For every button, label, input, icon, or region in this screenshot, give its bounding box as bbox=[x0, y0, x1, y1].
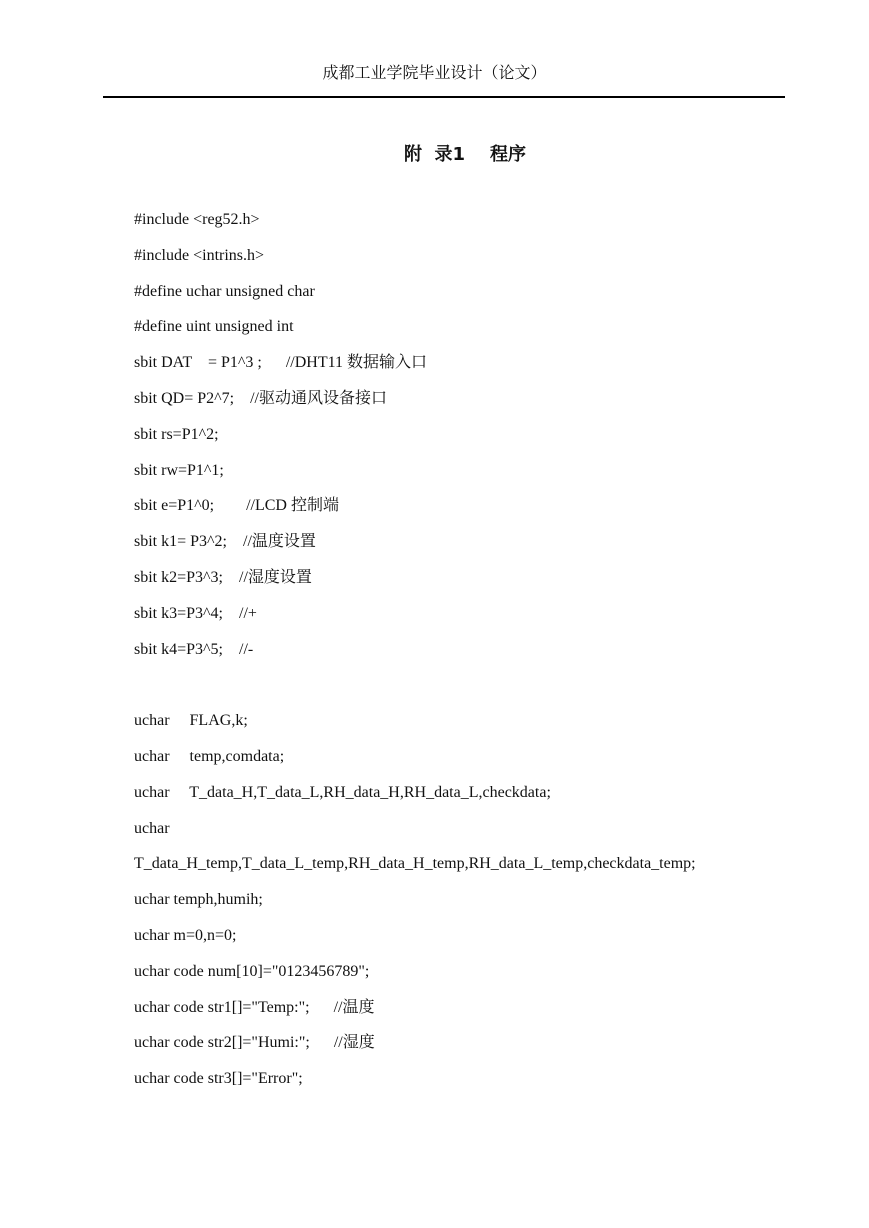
code-line: #define uint unsigned int bbox=[134, 318, 294, 336]
code-line: sbit k4=P3^5; //- bbox=[134, 640, 254, 658]
code-line: sbit k1= P3^2; //温度设置 bbox=[134, 533, 316, 551]
header-divider bbox=[103, 96, 785, 98]
code-listing bbox=[134, 202, 696, 1097]
code-line: sbit DAT = P1^3 ; //DHT11 数据输入口 bbox=[134, 354, 427, 372]
code-line: #define uchar unsigned char bbox=[134, 282, 315, 300]
appendix-title: 附 录1 程序 bbox=[403, 144, 527, 165]
code-line: uchar temp,comdata; bbox=[134, 747, 285, 765]
code-line: uchar code str3[]="Error"; bbox=[134, 1070, 303, 1088]
code-line: uchar code num[10]="0123456789"; bbox=[134, 962, 370, 980]
code-line: T_data_H_temp,T_data_L_temp,RH_data_H_temp,RH_data_L_temp,checkdata_temp; bbox=[134, 855, 696, 873]
code-line: uchar T_data_H,T_data_L,RH_data_H,RH_data_L,checkdata; bbox=[134, 783, 551, 801]
page-header: 成都工业学院毕业设计（论文） bbox=[322, 63, 547, 82]
code-line: uchar bbox=[134, 819, 170, 837]
code-line: uchar m=0,n=0; bbox=[134, 926, 237, 944]
code-line: sbit rw=P1^1; bbox=[134, 461, 224, 479]
code-line: uchar FLAG,k; bbox=[134, 712, 248, 730]
blank-line bbox=[134, 667, 696, 703]
code-line: sbit e=P1^0; //LCD 控制端 bbox=[134, 497, 339, 515]
code-line: sbit rs=P1^2; bbox=[134, 425, 219, 443]
code-line: #include <intrins.h> bbox=[134, 246, 265, 264]
code-line: sbit QD= P2^7; //驱动通风设备接口 bbox=[134, 389, 387, 407]
code-line: #include <reg52.h> bbox=[134, 211, 260, 228]
code-line: uchar code str1[]="Temp:"; //温度 bbox=[134, 998, 375, 1016]
code-line: uchar code str2[]="Humi:"; //湿度 bbox=[134, 1034, 375, 1052]
code-line: sbit k2=P3^3; //湿度设置 bbox=[134, 568, 312, 586]
code-line: uchar temph,humih; bbox=[134, 891, 263, 909]
code-line: sbit k3=P3^4; //+ bbox=[134, 604, 257, 622]
